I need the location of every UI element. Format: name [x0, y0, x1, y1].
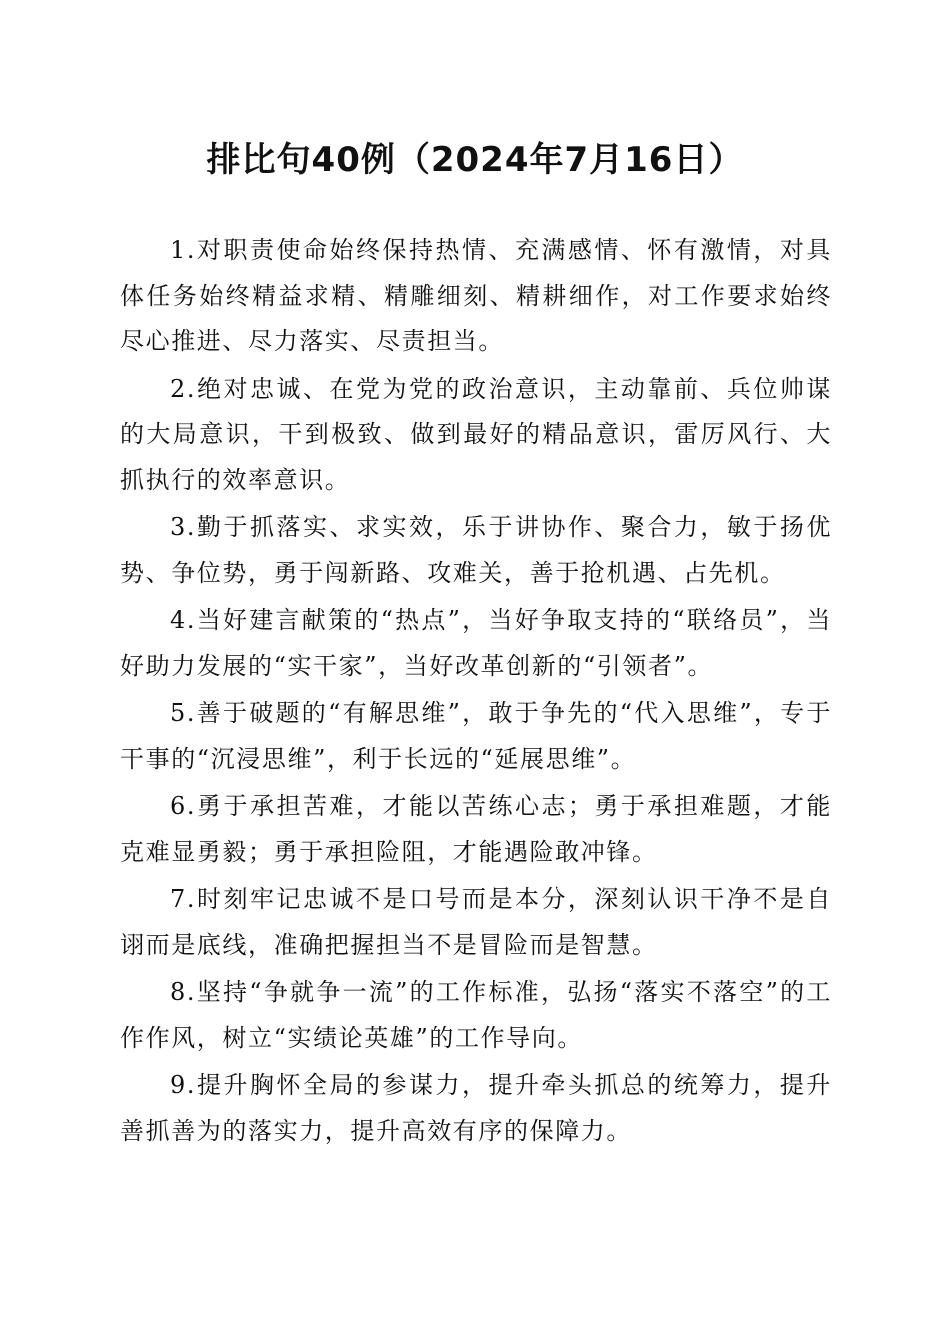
- paragraph-6: 6.勇于承担苦难，才能以苦练心志；勇于承担难题，才能克难显勇毅；勇于承担险阻，才能遇险敢冲锋。: [120, 792, 832, 866]
- paragraph-5: 5.善于破题的“有解思维”，敢于争先的“代入思维”，专于干事的“沉浸思维”，利于长远的“延展思维”。: [120, 699, 832, 773]
- paragraph-7: 7.时刻牢记忠诚不是口号而是本分，深刻认识干净不是自诩而是底线，准确把握担当不是冒险而是智慧。: [120, 885, 832, 959]
- paragraph-9: 9.提升胸怀全局的参谋力，提升牵头抓总的统筹力，提升善抓善为的落实力，提升高效有序的保障力。: [120, 1071, 832, 1145]
- paragraph-1: 1.对职责使命始终保持热情、充满感情、怀有激情，对具体任务始终精益求精、精雕细刻、精耕细作，对工作要求始终尽心推进、尽力落实、尽责担当。: [120, 236, 832, 355]
- paragraph-8: 8.坚持“争就争一流”的工作标准，弘扬“落实不落空”的工作作风，树立“实绩论英雄”的工作导向。: [120, 978, 832, 1052]
- page-title: 排比句40例（2024年7月16日）: [206, 140, 744, 180]
- document-body: [120, 228, 832, 1156]
- paragraph-3: 3.勤于抓落实、求实效，乐于讲协作、聚合力，敏于扬优势、争位势，勇于闯新路、攻难关，善于抢机遇、占先机。: [120, 513, 832, 587]
- paragraph-4: 4.当好建言献策的“热点”，当好争取支持的“联络员”，当好助力发展的“实干家”，当好改革创新的“引领者”。: [120, 606, 832, 680]
- paragraph-2: 2.绝对忠诚、在党为党的政治意识，主动靠前、兵位帅谋的大局意识，干到极致、做到最好的精品意识，雷厉风行、大抓执行的效率意识。: [120, 374, 832, 494]
